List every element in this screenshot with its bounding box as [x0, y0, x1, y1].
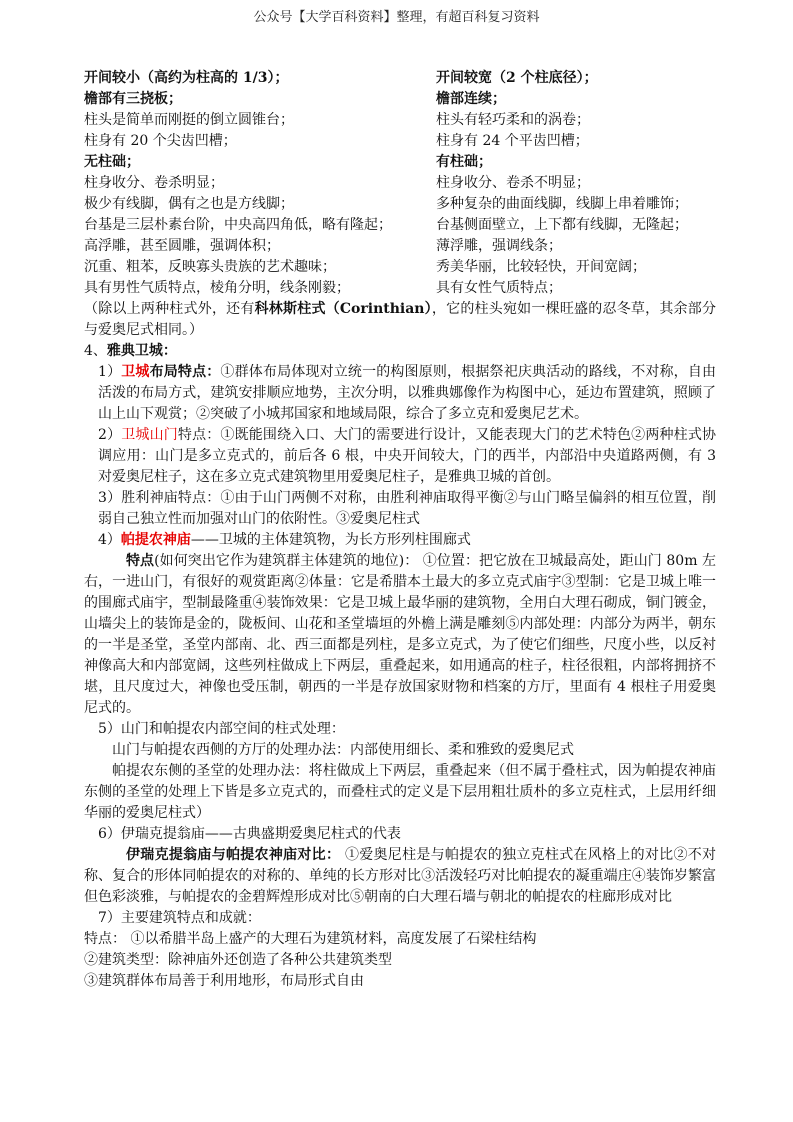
doric-line: 沉重、粗苯，反映寡头贵族的艺术趣味； [84, 259, 336, 275]
ionic-line: 柱身收分、卷杀不明显； [436, 175, 590, 191]
doric-line: 具有男性气质特点，棱角分明，线条刚毅； [84, 280, 350, 296]
erechtheion-heading: 6）伊瑞克提翁庙——古典盛期爱奥尼柱式的代表 [98, 826, 401, 842]
ionic-line: 柱头有轻巧柔和的涡卷； [436, 112, 590, 128]
propylaea-paragraph: 2）卫城山门特点：①既能围绕入口、大门的需要进行设计，又能表现大门的艺术特色②两种柱式协调应用：山门是多立克式的，前后各 6 根，中央开间较大，门的西半，内部沿中央道路两侧，有 3 对爱奥尼柱子，这在多立克式建筑物里用爱奥尼柱子，是雅典卫城的首创。 [98, 427, 717, 485]
achievements-item-3: ③建筑群体布局善于利用地形，布局形式自由 [84, 973, 364, 989]
doric-line: 柱头是简单而刚挺的倒立圆锥台； [84, 112, 294, 128]
doric-line: 极少有线脚，偶有之也是方线脚； [84, 196, 294, 212]
interior-columns-propylaea: 山门与帕提农西侧的方厅的处理办法：内部使用细长、柔和雅致的爱奥尼式 [112, 742, 574, 758]
doric-line: 无柱础； [84, 154, 140, 170]
doric-ionic-comparison [84, 68, 716, 299]
interior-columns-parthenon: 帕提农东侧的圣堂的处理办法：将柱做成上下两层，重叠起来（但不属于叠柱式，因为帕提农神庙东侧的圣堂的处理上下皆是多立克式的，而叠柱式的定义是下层用粗壮质朴的多立克柱式，上层用纤细华丽的爱奥尼柱式） [84, 763, 716, 821]
doric-line: 高浮雕，甚至圆雕，强调体积； [84, 238, 280, 254]
erechtheion-comparison-paragraph: 伊瑞克提翁庙与帕提农神庙对比： ①爱奥尼柱是与帕提农的独立克柱式在风格上的对比②不对称、复合的形体同帕提农的对称的、单纯的长方形对比③活泼轻巧对比帕提农的凝重端庄④装饰岁繁富但色彩淡雅，与帕提农的金碧辉煌形成对比⑤朝南的白大理石墙与朝北的帕提农的柱廊形成对比 [84, 847, 717, 905]
nike-temple-paragraph: 3）胜利神庙特点：①由于山门两侧不对称，由胜利神庙取得平衡②与山门略呈偏斜的相互位置，削弱自己独立性而加强对山门的依附性。③爱奥尼柱式 [98, 490, 716, 527]
parthenon-features-paragraph: 特点(如何突出它作为建筑群主体建筑的地位)： ①位置：把它放在卫城最高处，距山门 80m 左右，一进山门，有很好的观赏距离②体量：它是希腊本土最大的多立克式庙宇③型制：它是卫城上唯一的围廊式庙宇，型制最隆重④装饰效果：它是卫城上最华丽的建筑物，全用白大理石砌成，铜门镀金，山墙尖上的装饰是金的，陇板间、山花和圣堂墙垣的外檐上满是雕刻⑤内部处理：内部分为两半，朝东的一半是圣堂，圣堂内部南、北、西三面都是列柱，是多立克式，为了使它们细些，尺度小些，以反衬神像高大和内部宽阔，这些列柱做成上下两层，重叠起来，如用通高的柱子，柱径很粗，内部将拥挤不堪，且尺度过大，神像也受压制，朝西的一半是存放国家财物和档案的方厅，里面有 4 根柱子用爱奥尼式的。 [84, 553, 716, 716]
ionic-line: 开间较宽（2 个柱底径）； [436, 70, 598, 86]
corinthian-note: （除以上两种柱式外，还有科林斯柱式（Corinthian），它的柱头宛如一棵旺盛的忍冬草，其余部分与爱奥尼式相同。） [84, 301, 716, 338]
parthenon-heading: 4）帕提农神庙——卫城的主体建筑物，为长方形列柱围廊式 [98, 532, 471, 548]
ionic-line: 秀美华丽，比较轻快，开间宽阔； [436, 259, 646, 275]
ionic-line: 具有女性气质特点； [436, 280, 562, 296]
achievements-heading: 7）主要建筑特点和成就： [98, 910, 261, 926]
ionic-line: 台基侧面壁立，上下都有线脚，无隆起； [436, 217, 688, 233]
acropolis-layout-paragraph: 1）卫城布局特点：①群体布局体现对立统一的构图原则，根据祭祀庆典活动的路线，不对称，自由活泼的布局方式，建筑安排顺应地势，主次分明，以雅典娜像作为构图中心，延边布置建筑，照顾了山上山下观赏；②突破了小城邦国家和地域局限，综合了多立克和爱奥尼艺术。 [98, 364, 717, 422]
doric-line: 檐部有三挠板； [84, 91, 182, 107]
achievements-item-2: ②建筑类型：除神庙外还创造了各种公共建筑类型 [84, 952, 392, 968]
ionic-line: 有柱础； [436, 154, 492, 170]
achievements-item-1: 特点： ①以希腊半岛上盛产的大理石为建筑材料，高度发展了石梁柱结构 [84, 931, 537, 947]
section-4-heading: 4、雅典卫城： [84, 343, 177, 359]
page-header: 公众号【大学百科资料】整理，有超百科复习资料 [253, 10, 540, 25]
ionic-line: 柱身有 24 个平齿凹槽； [436, 133, 589, 149]
ionic-line: 檐部连续； [436, 91, 506, 107]
doric-line: 开间较小（高约为柱高的 1/3）； [84, 70, 289, 86]
doric-line: 柱身收分、卷杀明显； [84, 175, 224, 191]
doric-line: 台基是三层朴素台阶，中央高四角低，略有隆起； [84, 217, 392, 233]
document-body [84, 68, 716, 992]
ionic-line: 多种复杂的曲面线脚，线脚上串着雕饰； [436, 196, 688, 212]
doric-line: 柱身有 20 个尖齿凹槽； [84, 133, 237, 149]
ionic-line: 薄浮雕，强调线条； [436, 238, 562, 254]
interior-columns-heading: 5）山门和帕提农内部空间的柱式处理： [98, 721, 345, 737]
